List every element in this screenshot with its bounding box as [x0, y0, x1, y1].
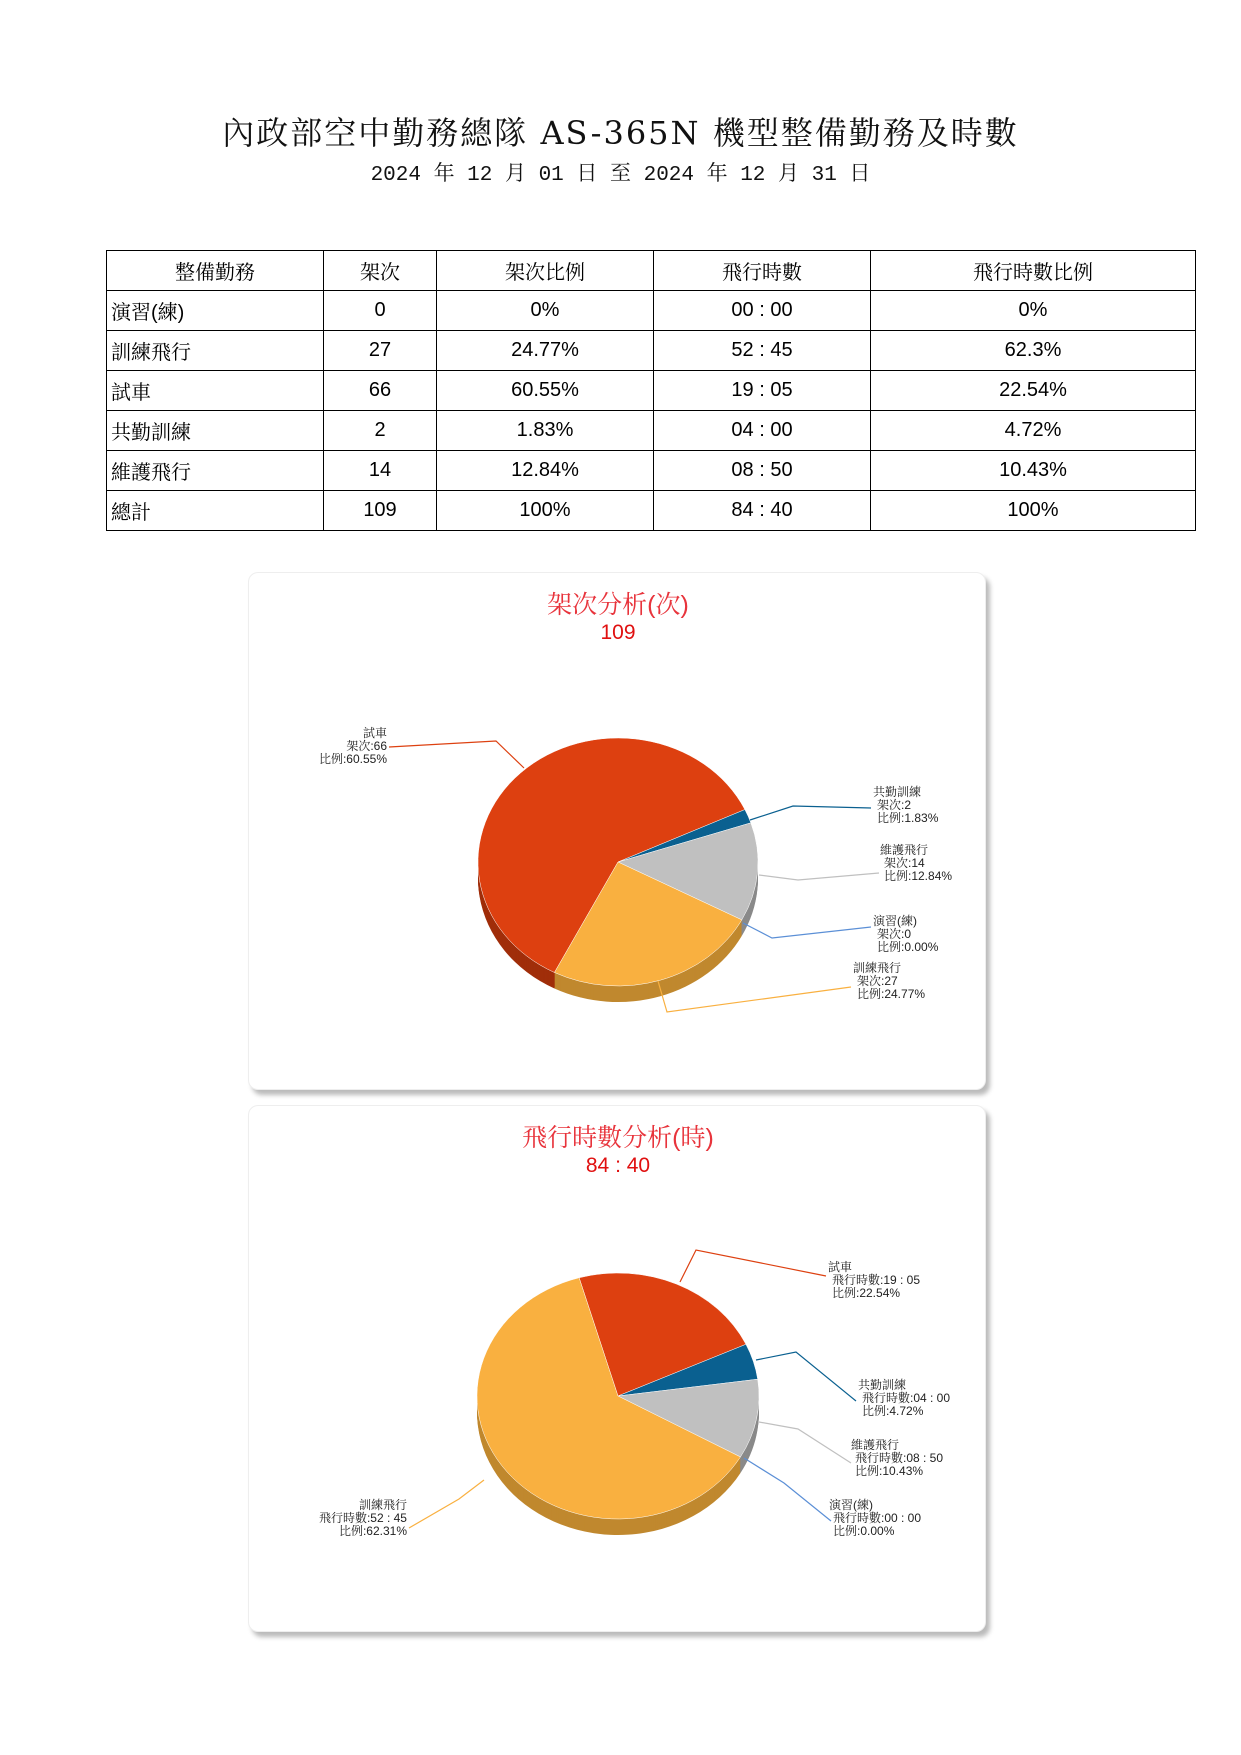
- table-cell: 100%: [437, 491, 654, 531]
- connector-line: [389, 741, 524, 768]
- col-header: 飛行時數比例: [871, 251, 1196, 291]
- table-row: [107, 331, 1196, 371]
- col-header: 飛行時數: [654, 251, 871, 291]
- table-row: [107, 371, 1196, 411]
- table-row: [107, 411, 1196, 451]
- table-cell: 共勤訓練: [107, 411, 324, 451]
- summary-table: [106, 250, 1196, 531]
- col-header: 架次比例: [437, 251, 654, 291]
- sorties-pie-chart: [249, 573, 985, 1089]
- table-row: [107, 491, 1196, 531]
- data-label: 比例:1.83%: [877, 811, 939, 825]
- table-cell: 52 : 45: [654, 331, 871, 371]
- table-cell: 100%: [871, 491, 1196, 531]
- table-cell: 維護飛行: [107, 451, 324, 491]
- table-cell: 10.43%: [871, 451, 1196, 491]
- connector-line: [409, 1480, 484, 1528]
- data-label: 飛行時數:52 : 45: [318, 1511, 407, 1525]
- table-cell: 00 : 00: [654, 291, 871, 331]
- table-cell: 0%: [437, 291, 654, 331]
- table-cell: 演習(練): [107, 291, 324, 331]
- data-label: 比例:0.00%: [877, 940, 939, 954]
- data-label: 架次:14: [884, 856, 925, 870]
- table-cell: 60.55%: [437, 371, 654, 411]
- data-label: 演習(練): [829, 1498, 873, 1512]
- table-cell: 109: [324, 491, 437, 531]
- data-label: 比例:12.84%: [884, 869, 953, 883]
- data-label: 飛行時數:08 : 50: [855, 1451, 944, 1465]
- table-cell: 2: [324, 411, 437, 451]
- hours-chart-card: [248, 1105, 986, 1632]
- table-cell: 訓練飛行: [107, 331, 324, 371]
- table-cell: 試車: [107, 371, 324, 411]
- table-cell: 27: [324, 331, 437, 371]
- data-label: 演習(練): [873, 914, 917, 928]
- chart-title: 飛行時數分析(時): [522, 1124, 714, 1152]
- report-date-range: 2024 年 12 月 01 日 至 2024 年 12 月 31 日: [370, 164, 871, 187]
- table-cell: 總計: [107, 491, 324, 531]
- data-label: 維護飛行: [851, 1438, 900, 1452]
- data-label: 比例:60.55%: [318, 752, 387, 766]
- table-row: [107, 451, 1196, 491]
- table-cell: 12.84%: [437, 451, 654, 491]
- table-row: [107, 291, 1196, 331]
- table-cell: 84 : 40: [654, 491, 871, 531]
- data-label: 架次:2: [877, 798, 912, 812]
- col-header: 整備勤務: [107, 251, 324, 291]
- data-label: 比例:62.31%: [338, 1524, 407, 1538]
- data-label: 比例:22.54%: [832, 1286, 901, 1300]
- data-label: 架次:66: [346, 739, 387, 753]
- data-label: 訓練飛行: [358, 1498, 407, 1512]
- table-cell: 1.83%: [437, 411, 654, 451]
- table-cell: 22.54%: [871, 371, 1196, 411]
- table-cell: 0: [324, 291, 437, 331]
- data-label: 共勤訓練: [873, 785, 922, 799]
- data-label: 維護飛行: [880, 843, 929, 857]
- chart-total: 109: [600, 621, 636, 644]
- connector-line: [750, 806, 871, 820]
- table-cell: 14: [324, 451, 437, 491]
- data-label: 訓練飛行: [853, 961, 902, 975]
- chart-title: 架次分析(次): [547, 591, 689, 619]
- table-cell: 66: [324, 371, 437, 411]
- connector-line: [759, 1422, 851, 1463]
- connector-line: [756, 1352, 856, 1401]
- hours-pie-chart: [249, 1106, 985, 1631]
- data-label: 比例:24.77%: [857, 987, 926, 1001]
- col-header: 架次: [324, 251, 437, 291]
- table-header-row: [107, 251, 1196, 291]
- data-label: 共勤訓練: [858, 1378, 907, 1392]
- data-label: 飛行時數:04 : 00: [862, 1391, 951, 1405]
- table-cell: 24.77%: [437, 331, 654, 371]
- table-cell: 0%: [871, 291, 1196, 331]
- data-label: 比例:4.72%: [862, 1404, 924, 1418]
- data-label: 飛行時數:19 : 05: [832, 1273, 921, 1287]
- table-cell: 4.72%: [871, 411, 1196, 451]
- table-cell: 04 : 00: [654, 411, 871, 451]
- chart-total: 84 : 40: [585, 1154, 651, 1177]
- data-label: 試車: [362, 726, 387, 740]
- sorties-chart-card: [248, 572, 986, 1090]
- report-title: 內政部空中勤務總隊 AS-365N 機型整備勤務及時數: [222, 114, 1019, 152]
- data-label: 架次:27: [857, 974, 898, 988]
- connector-line: [744, 1458, 831, 1521]
- table-cell: 19 : 05: [654, 371, 871, 411]
- data-label: 比例:10.43%: [855, 1464, 924, 1478]
- table-cell: 62.3%: [871, 331, 1196, 371]
- connector-line: [759, 873, 879, 880]
- data-label: 架次:0: [877, 927, 912, 941]
- data-label: 試車: [828, 1260, 853, 1274]
- connector-line: [743, 923, 871, 938]
- connector-line: [680, 1250, 826, 1282]
- data-label: 比例:0.00%: [833, 1524, 895, 1538]
- data-label: 飛行時數:00 : 00: [833, 1511, 922, 1525]
- table-cell: 08 : 50: [654, 451, 871, 491]
